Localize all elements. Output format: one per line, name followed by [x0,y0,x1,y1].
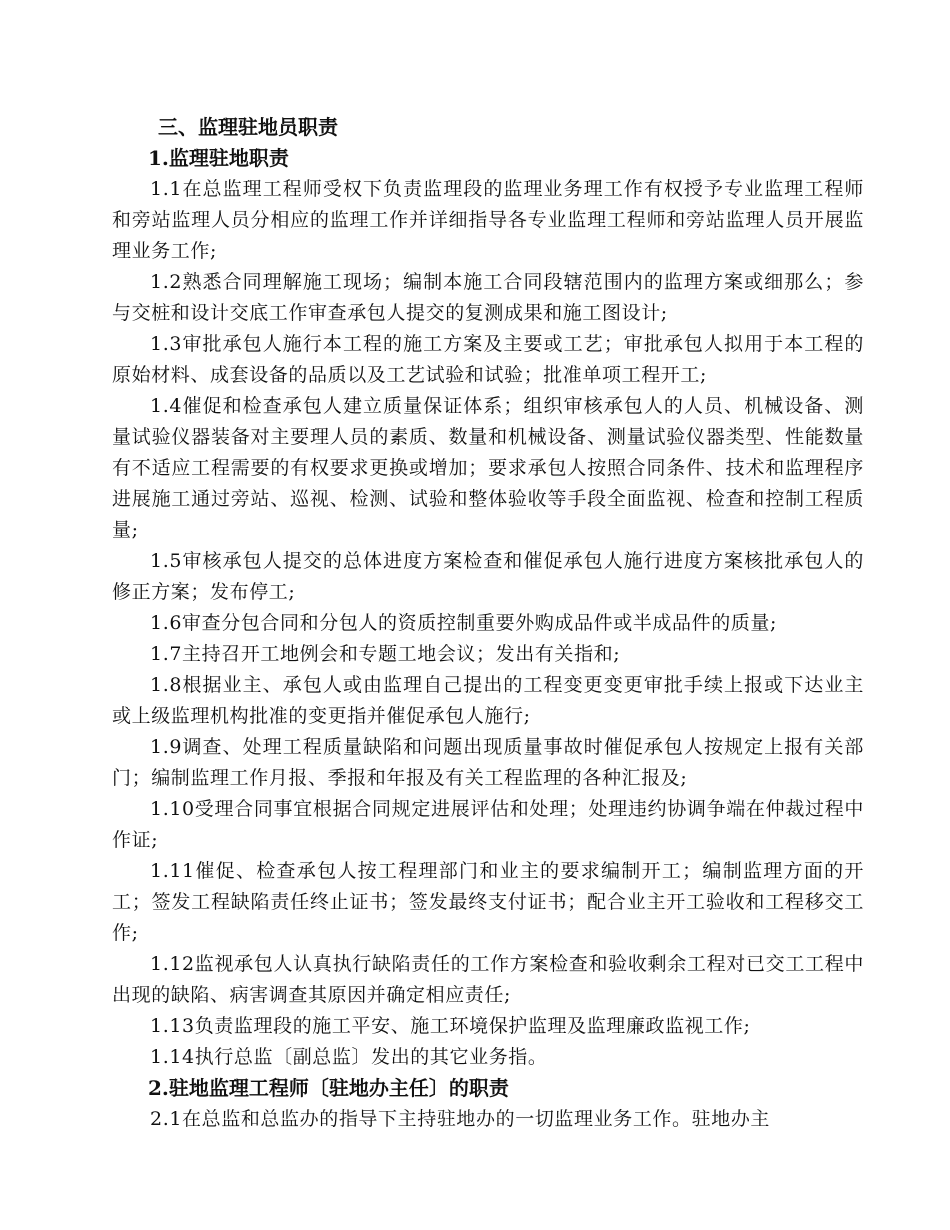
clause-1-1: 1.1在总监理工程师受权下负责监理段的监理业务理工作有权授予专业监理工程师和旁站监理人员分相应的监理工作并详细指导各专业监理工程师和旁站监理人员开展监理业务工作; [112,178,864,262]
subsection-title-2: 2.驻地监理工程师〔驻地办主任〕的职责 [148,1076,509,1100]
clause-1-7: 1.7主持召开工地例会和专题工地会议；发出有关指和; [150,643,621,665]
clause-1-2: 1.2熟悉合同理解施工现场；编制本施工合同段辖范围内的监理方案或细那么；参与交桩和设计交底工作审查承包人提交的复测成果和施工图设计; [112,271,864,324]
clause-1-4: 1.4催促和检查承包人建立质量保证体系；组织审核承包人的人员、机械设备、测量试验仪器装备对主要理人员的素质、数量和机械设备、测量试验仪器类型、性能数量有不适应工程需要的有权要求更换或增加；要求承包人按照合同条件、技术和监理程序进展施工通过旁站、巡视、检测、试验和整体验收等手段全面监视、检查和控制工程质量; [112,395,864,541]
clause-1-12: 1.12监视承包人认真执行缺陷责任的工作方案检查和验收剩余工程对已交工工程中出现的缺陷、病害调查其原因并确定相应责任; [112,953,864,1006]
clause-1-6: 1.6审查分包合同和分包人的资质控制重要外购成品件或半成品件的质量; [150,612,778,634]
clause-1-3: 1.3审批承包人施行本工程的施工方案及主要或工艺；审批承包人拟用于本工程的原始材料、成套设备的品质以及工艺试验和试验；批准单项工程开工; [112,333,864,386]
document-content [112,112,864,1135]
clause-1-10: 1.10受理合同事宜根据合同规定进展评估和处理；处理违约协调争端在仲裁过程中作证; [112,798,864,851]
clause-1-14: 1.14执行总监〔副总监〕发出的其它业务指。 [150,1046,548,1068]
clause-1-9: 1.9调查、处理工程质量缺陷和问题出现质量事故时催促承包人按规定上报有关部门；编制监理工作月报、季报和年报及有关工程监理的各种汇报及; [112,736,864,789]
clause-1-11: 1.11催促、检查承包人按工程理部门和业主的要求编制开工；编制监理方面的开工；签发工程缺陷责任终止证书；签发最终支付证书；配合业主开工验收和工程移交工作; [112,860,864,944]
subsection-title-1: 1.监理驻地职责 [148,146,289,170]
clause-1-8: 1.8根据业主、承包人或由监理自己提出的工程变更变更审批手续上报或下达业主或上级监理机构批准的变更指并催促承包人施行; [112,674,864,727]
clause-2-1: 2.1在总监和总监办的指导下主持驻地办的一切监理业务工作。驻地办主 [150,1108,771,1130]
section-title: 三、监理驻地员职责 [158,115,338,139]
clause-1-13: 1.13负责监理段的施工平安、施工环境保护监理及监理廉政监视工作; [150,1015,751,1037]
clause-1-5: 1.5审核承包人提交的总体进度方案检查和催促承包人施行进度方案核批承包人的修正方案；发布停工; [112,550,864,603]
